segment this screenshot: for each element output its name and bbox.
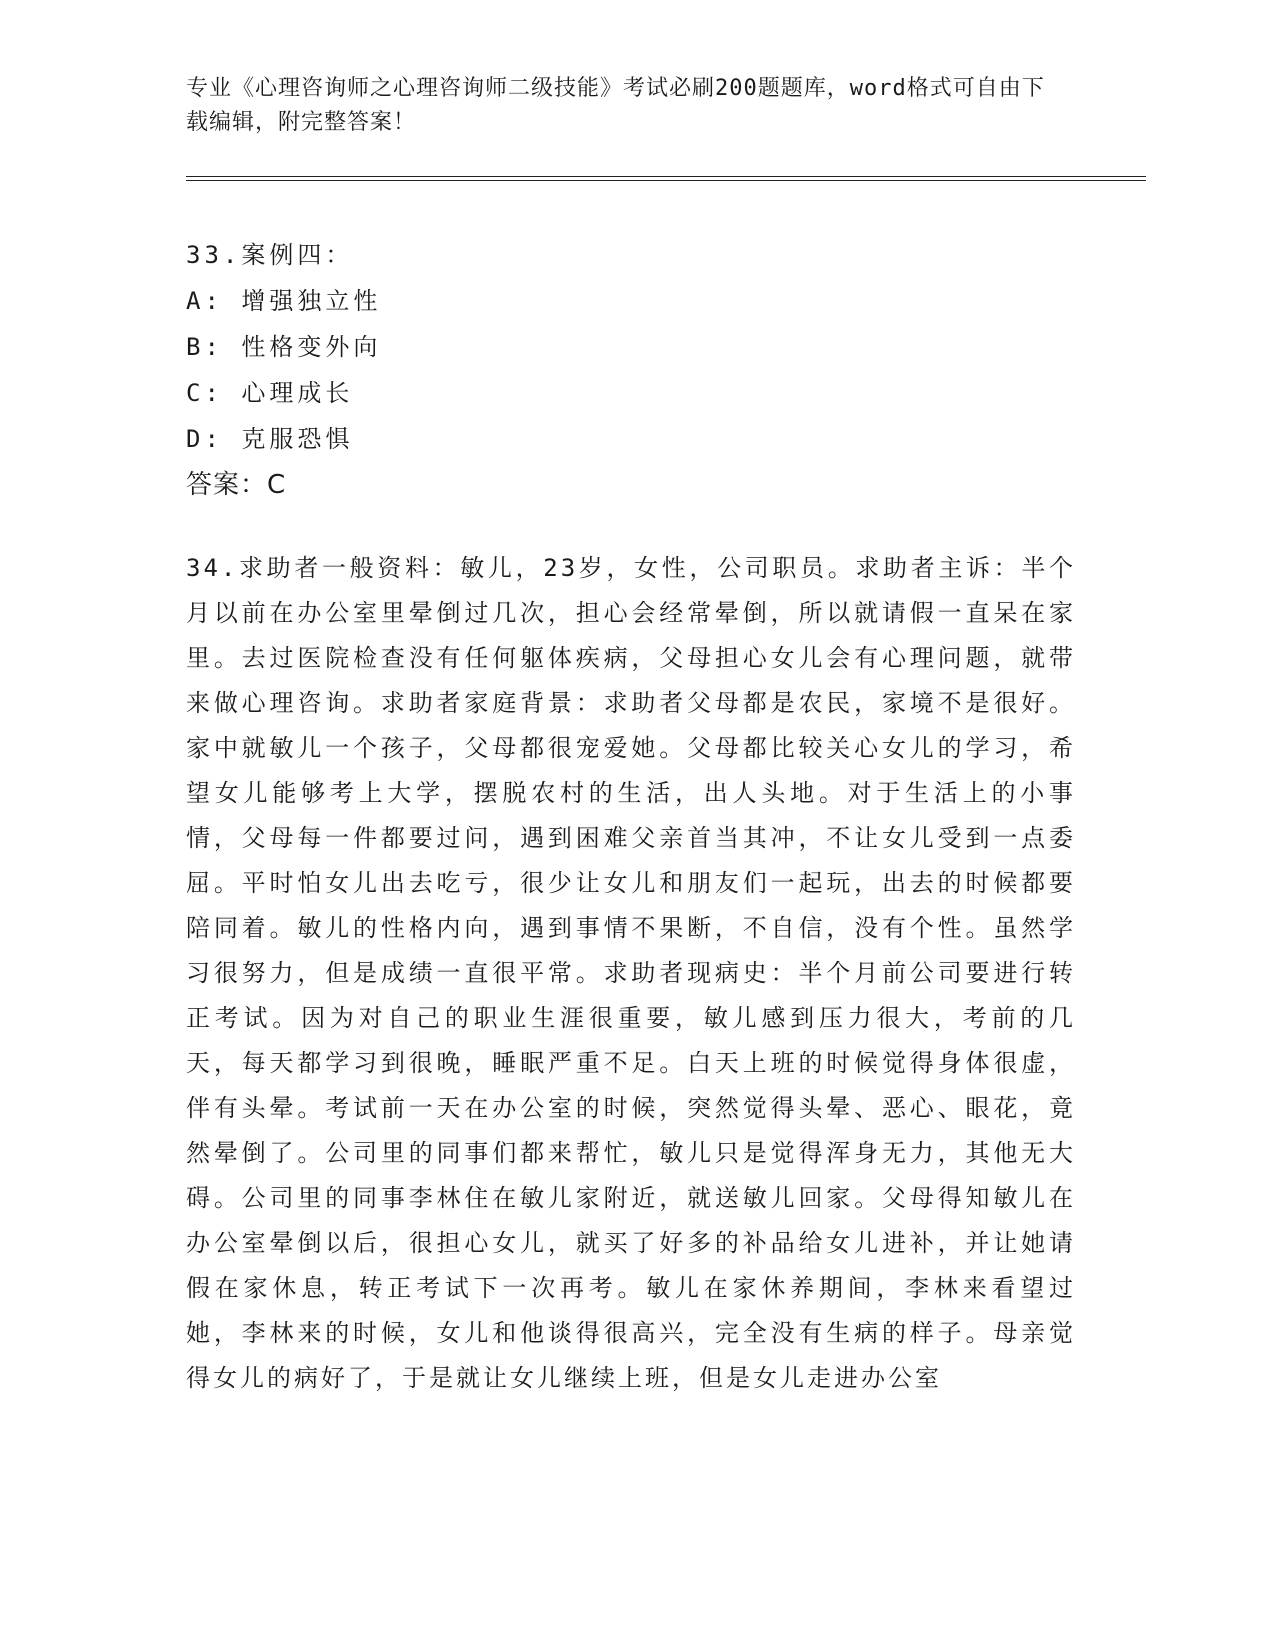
question-33 <box>186 232 1086 508</box>
question-33-option-a: A: 增强独立性 <box>186 287 382 315</box>
question-33-option-d: D: 克服恐惧 <box>186 425 354 453</box>
header-divider-bottom <box>186 180 1146 181</box>
question-33-stem: 33.案例四： <box>186 241 354 269</box>
question-33-option-c: C: 心理成长 <box>186 379 354 407</box>
question-34-text: 34.求助者一般资料：敏儿，23岁，女性，公司职员。求助者主诉：半个月以前在办公室里晕倒过几次，担心会经常晕倒，所以就请假一直呆在家里。去过医院检查没有任何躯体疾病，父母担心女儿会有心理问题，就带来做心理咨询。求助者家庭背景：求助者父母都是农民，家境不是很好。家中就敏儿一个孩子，父母都很宠爱她。父母都比较关心女儿的学习，希望女儿能够考上大学，摆脱农村的生活，出人头地。对于生活上的小事情，父母每一件都要过问，遇到困难父亲首当其冲，不让女儿受到一点委屈。平时怕女儿出去吃亏，很少让女儿和朋友们一起玩，出去的时候都要陪同着。敏儿的性格内向，遇到事情不果断，不自信，没有个性。虽然学习很努力，但是成绩一直很平常。求助者现病史：半个月前公司要进行转正考试。因为对自己的职业生涯很重要，敏儿感到压力很大，考前的几天，每天都学习到很晚，睡眠严重不足。白天上班的时候觉得身体很虚，伴有头晕。考试前一天在办公室的时候，突然觉得头晕、恶心、眼花，竟然晕倒了。公司里的同事们都来帮忙，敏儿只是觉得浑身无力，其他无大碍。公司里的同事李林住在敏儿家附近，就送敏儿回家。父母得知敏儿在办公室晕倒以后，很担心女儿，就买了好多的补品给女儿进补，并让她请假在家休息，转正考试下一次再考。敏儿在家休养期间，李林来看望过她，李林来的时候，女儿和他谈得很高兴，完全没有生病的样子。母亲觉得女儿的病好了，于是就让女儿继续上班，但是女儿走进办公室 <box>186 554 1076 1392</box>
document-header: 专业《心理咨询师之心理咨询师二级技能》考试必刷200题题库，word格式可自由下载编辑，附完整答案！ <box>186 76 1045 135</box>
question-33-answer: 答案：C <box>186 470 287 500</box>
question-33-option-b: B: 性格变外向 <box>186 333 382 361</box>
header-divider-top <box>186 176 1146 177</box>
